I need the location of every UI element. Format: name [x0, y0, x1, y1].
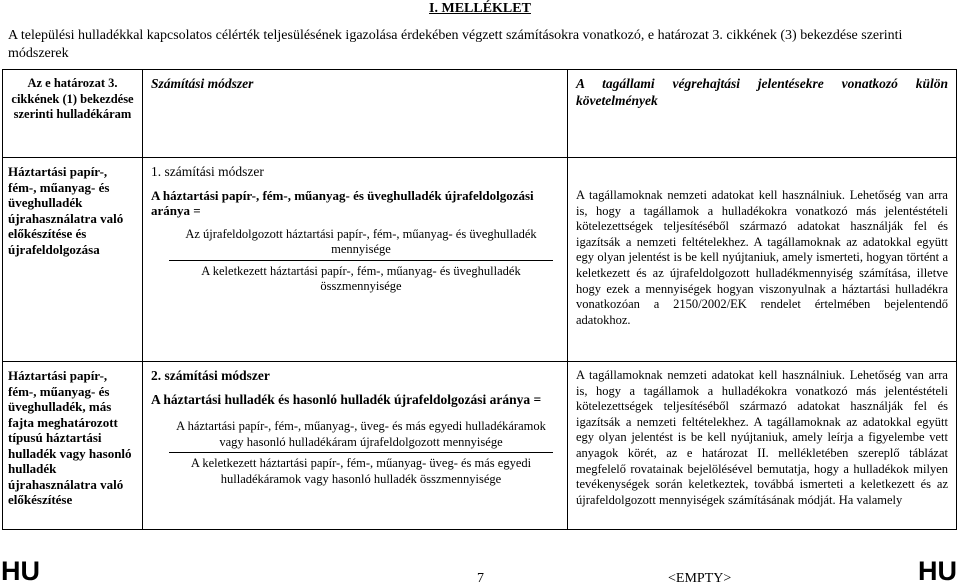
- requirements-text: A tagállamoknak nemzeti adatokat kell használniuk. Lehetőség van arra is, hogy a tagállamok a hulladékokra vonatkozó más jelentéstételi kötelezettségek teljesítéséből származó adatokat használják fel és igazítsák a nemzeti feltételekhez. A tagállamoknak az adatokkal együtt egy olyan jelentést is be kell nyújtaniuk, amely ismerteti, hogyan történt a keletkezett és az újrafeldolgozott hulladékmennyiség számítása, illetve hogy ezek a mennyiségek hogyan viszonyulnak a háztartási hulladékra vonatkozóan a 2150/2002/EK rendelet értelmében bejelentendő adatokhoz.: [576, 188, 948, 327]
- requirements-text: A tagállamoknak nemzeti adatokat kell használniuk. Lehetőség van arra is, hogy a tagállamok a hulladékokra vonatkozó más jelentéstételi kötelezettségek teljesítéséből származó adatokat használják fel és igazítsák a nemzeti feltételekhez. A tagállamoknak az adatokkal együtt egy olyan jelentést is be kell nyújtaniuk, amely leírja a figyelembe vett anyagok körét, az e határozat II. mellékletében szereplő táblázat megfelelő rovatainak bejelölésével bemutatja, hogy a hulladékok milyen tevékenységek során keletkeztek, továbbá ismerteti a keletkezett és az újrafeldolgozott mennyiségek számításának módját. Ha valamely: [576, 368, 948, 507]
- page-number: 7: [477, 571, 484, 586]
- page-footer: [0, 556, 960, 586]
- table-row: [3, 158, 957, 362]
- formula-denominator: A keletkezett háztartási papír-, fém-, műanyag- üveg- és más egyedi hulladékáramok vagy hasonló hulladék összmennyisége: [190, 456, 532, 486]
- formula-denominator: A keletkezett háztartási papír-, fém-, műanyag- és üveghulladék összmennyisége: [201, 263, 521, 293]
- waste-stream-category: Háztartási papír-, fém-, műanyag- és üveghulladék, más fajta meghatározott típusú háztartási hulladék vagy hasonló hulladék újrahasználatra való előkészítése: [3, 362, 143, 530]
- annex-title: I. MELLÉKLET: [429, 1, 531, 16]
- method-title: 2. számítási módszer: [151, 368, 270, 383]
- requirements-cell: [568, 362, 957, 530]
- header-method: Számítási módszer: [143, 70, 568, 158]
- formula-title: A háztartási hulladék és hasonló hulladék újrafeldolgozási aránya =: [151, 391, 542, 407]
- formula-numerator: A háztartási papír-, fém-, műanyag-, üveg- és más egyedi hulladékáramok vagy hasonló hulladékáram újrafeldolgozott mennyisége: [169, 419, 553, 453]
- empty-tag: <EMPTY>: [668, 571, 732, 586]
- table-header-row: [3, 70, 957, 158]
- method-cell: [143, 362, 568, 530]
- intro-paragraph: A települési hulladékkal kapcsolatos célérték teljesülésének igazolása érdekében végzett számításokra vonatkozó, e határozat 3. cikkének (3) bekezdése szerinti módszerek: [8, 28, 903, 61]
- methods-table: [2, 69, 957, 530]
- formula-title: A háztartási papír-, fém-, műanyag- és üveghulladék újrafeldolgozási aránya =: [151, 187, 534, 218]
- method-title: 1. számítási módszer: [151, 164, 264, 179]
- method-cell: [143, 158, 568, 362]
- waste-stream-category: Háztartási papír-, fém-, műanyag- és üveghulladék újrahasználatra való előkészítése és újrafeldolgozása: [3, 158, 143, 362]
- language-code-right: HU: [918, 556, 957, 586]
- header-requirements: A tagállami végrehajtási jelentésekre vonatkozó külön követelmények: [568, 70, 957, 158]
- table-row: [3, 362, 957, 530]
- header-waste-stream: Az e határozat 3. cikkének (1) bekezdése szerinti hulladékáram: [3, 70, 143, 158]
- formula-numerator: Az újrafeldolgozott háztartási papír-, fém-, műanyag- és üveghulladék mennyisége: [169, 227, 553, 261]
- language-code-left: HU: [1, 556, 40, 586]
- requirements-cell: [568, 158, 957, 362]
